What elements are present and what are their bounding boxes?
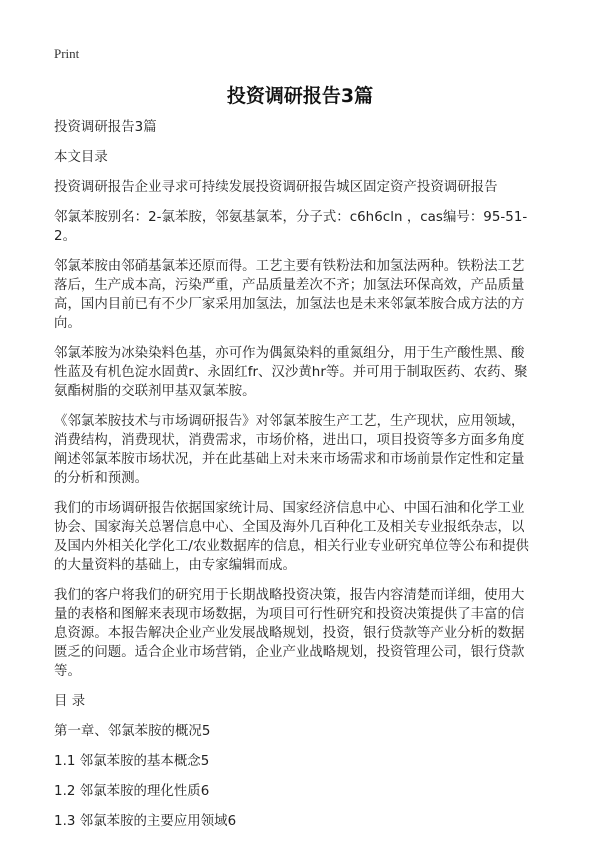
contents-heading: 目 录 — [54, 694, 86, 709]
paragraph: 邻氯苯胺由邻硝基氯苯还原而得。工艺主要有铁粉法和加氢法两种。铁粉法工艺落后，生产成本高，污染严重，产品质量差次不齐；加氢法环保高效，产品质量高，国内目前已有不少厂家采用加氢法，加氢法也是未来邻氯苯胺合成方法的方向。 — [54, 259, 525, 331]
contents-item: 1.3 邻氯苯胺的主要应用领域6 — [54, 814, 237, 829]
paragraph: 我们的市场调研报告依据国家统计局、国家经济信息中心、中国石油和化学工业协会、国家海关总署信息中心、全国及海外几百种化工及相关专业报纸杂志，以及国内外相关化学化工/农业数据库的信息，相关行业专业研究单位等公布和提供的大量资料的基础上，由专家编辑而成。 — [54, 501, 529, 573]
paragraph: 邻氯苯胺别名：2-氯苯胺，邻氨基氯苯，分子式：c6h6cln ，cas编号：95-51-2。 — [54, 210, 528, 244]
toc-heading: 本文目录 — [54, 150, 108, 165]
toc-line: 投资调研报告企业寻求可持续发展投资调研报告城区固定资产投资调研报告 — [54, 180, 498, 195]
paragraph: 邻氯苯胺为冰染染料色基，亦可作为偶氮染料的重氮组分，用于生产酸性黑、酸性蓝及有机色淀水固黄r、永固红fr、汉沙黄hr等。并可用于制取医药、农药、聚氨酯树脂的交联剂甲基双氯苯胺。 — [54, 346, 528, 399]
contents-item: 1.1 邻氯苯胺的基本概念5 — [54, 754, 210, 769]
contents-item: 第一章、邻氯苯胺的概况5 — [54, 724, 211, 739]
paragraph: 《邻氯苯胺技术与市场调研报告》对邻氯苯胺生产工艺，生产现状，应用领域，消费结构，消费现状，消费需求，市场价格，进出口，项目投资等多方面多角度阐述邻氯苯胺市场状况，并在此基础上对未来市场需求和市场前景作定性和定量的分析和预测。 — [54, 414, 525, 486]
paragraph: 我们的客户将我们的研究用于长期战略投资决策，报告内容清楚而详细，使用大量的表格和图解来表现市场数据，为项目可行性研究和投资决策提供了丰富的信息资源。本报告解决企业产业发展战略规划，投资，银行贷款等产业分析的数据匮乏的问题。适合企业市场营销，企业产业战略规划，投资管理公司，银行贷款等。 — [54, 588, 525, 679]
print-label: Print — [54, 46, 80, 61]
contents-item: 1.2 邻氯苯胺的理化性质6 — [54, 784, 210, 799]
subtitle: 投资调研报告3篇 — [54, 120, 157, 135]
document-title: 投资调研报告3篇 — [226, 85, 374, 107]
